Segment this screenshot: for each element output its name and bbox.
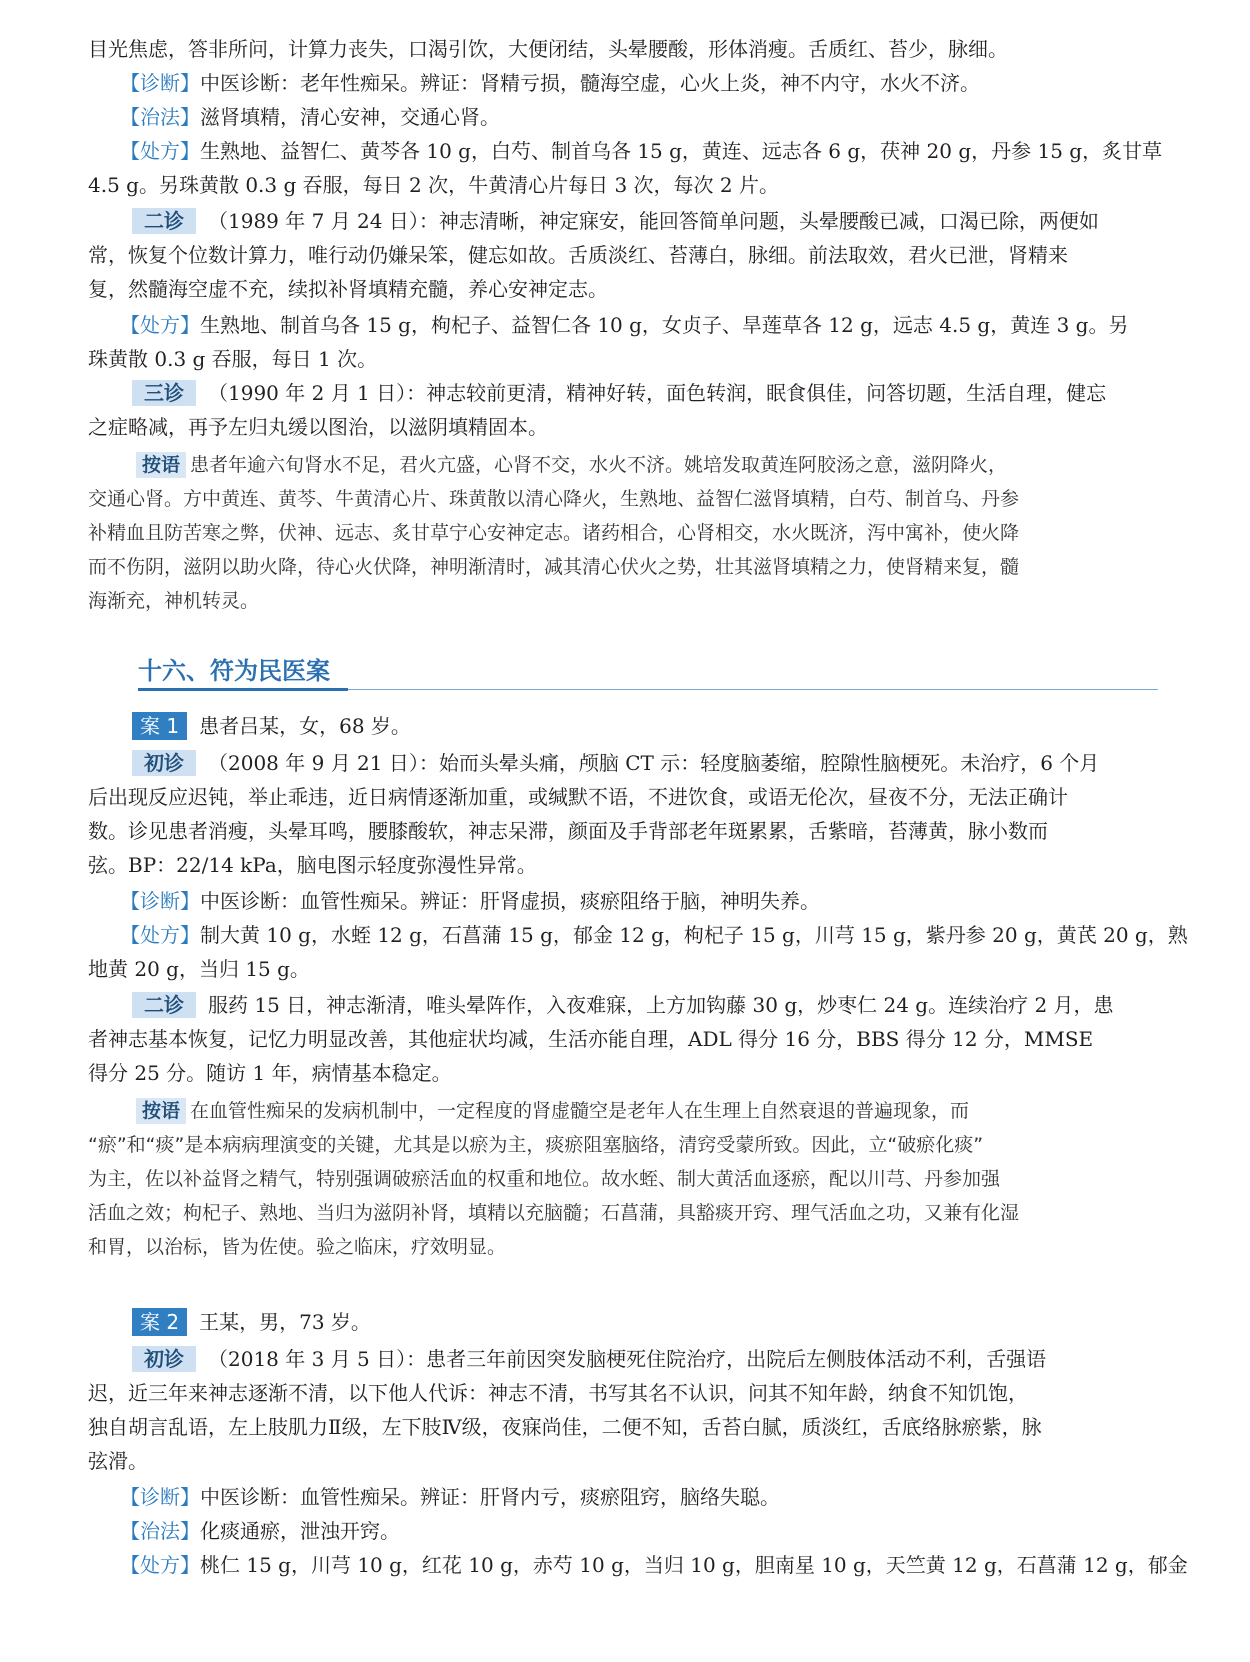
commentary-line [136, 452, 1007, 478]
paragraph-text: 者神志基本恢复，记忆力明显改善，其他症状均减，生活亦能自理，ADL 得分 16 分，BBS 得分 12 分，MMSE [88, 1027, 1094, 1051]
case-line [132, 712, 411, 740]
diagnosis-label: 【诊断】 [120, 889, 200, 913]
text-line [88, 276, 608, 302]
commentary-text: 和胃，以治标，皆为佐使。验之临床，疗效明显。 [88, 1236, 507, 1258]
case-text: 患者吕某，女，68 岁。 [199, 714, 411, 738]
first-visit-line [132, 750, 1099, 776]
followup-line [132, 208, 1099, 234]
prescription-text: 珠黄散 0.3 g 吞服，每日 1 次。 [88, 347, 378, 371]
commentary-text: 海渐充，神机转灵。 [88, 590, 260, 612]
treatment-label: 【治法】 [120, 1519, 200, 1543]
treatment-line [120, 1518, 400, 1544]
commentary-text: 活血之效；枸杞子、熟地、当归为滋阴补肾，填精以充脑髓；石菖蒲，具豁痰开窍、理气活血之功，又兼有化湿 [88, 1202, 1020, 1224]
commentary-line [136, 1098, 969, 1124]
case-text: 王某，男，73 岁。 [199, 1310, 371, 1334]
text-line [88, 784, 1068, 810]
commentary-line [88, 554, 1019, 580]
commentary-line [88, 1234, 506, 1260]
diagnosis-label: 【诊断】 [120, 1485, 200, 1509]
text-line [88, 242, 1068, 268]
text-line [88, 414, 548, 440]
paragraph-text: 弦滑。 [88, 1449, 148, 1473]
diagnosis-text: 中医诊断：血管性痴呆。辨证：肝肾虚损，痰瘀阻络于脑，神明失养。 [200, 889, 820, 913]
prescription-text: 地黄 20 g，当归 15 g。 [88, 957, 310, 981]
text-line [88, 1060, 452, 1086]
text-line [88, 1414, 1042, 1440]
section-heading: 十六、符为民医案 [138, 657, 330, 685]
followup-text: 服药 15 日，神志渐清，唯头晕阵作，入夜难寐，上方加钩藤 30 g，炒枣仁 24 g。连续治疗 2 月，患 [208, 993, 1114, 1017]
commentary-line [88, 1132, 983, 1158]
commentary-tag: 按语 [136, 452, 186, 478]
paragraph-text: 复，然髓海空虚不充，续拟补肾填精充髓，养心安神定志。 [88, 277, 608, 301]
treatment-text: 滋肾填精，清心安神，交通心肾。 [200, 105, 500, 129]
commentary-text: 交通心肾。方中黄连、黄芩、牛黄清心片、珠黄散以清心降火，生熟地、益智仁滋肾填精，白芍、制首乌、丹参 [88, 488, 1020, 510]
text-line [88, 1448, 148, 1474]
followup-line [132, 992, 1114, 1018]
prescription-text: 制大黄 10 g，水蛭 12 g，石菖蒲 15 g，郁金 12 g，枸杞子 15 g，川芎 15 g，紫丹参 20 g，黄芪 20 g，熟 [200, 923, 1188, 947]
commentary-text: 为主，佐以补益肾之精气，特别强调破瘀活血的权重和地位。故水蛭、制大黄活血逐瘀，配以川芎、丹参加强 [88, 1168, 1001, 1190]
prescription-label: 【处方】 [120, 923, 200, 947]
diagnosis-text: 中医诊断：老年性痴呆。辨证：肾精亏损，髓海空虚，心火上炎，神不内守，水火不济。 [200, 71, 980, 95]
prescription-label: 【处方】 [120, 1553, 200, 1577]
treatment-line [120, 104, 500, 130]
diagnosis-line [120, 70, 980, 96]
prescription-line [120, 138, 1162, 164]
commentary-text: 补精血且防苦寒之弊，伏神、远志、炙甘草宁心安神定志。诸药相合，心肾相交，水火既济，泻中寓补，使火降 [88, 522, 1020, 544]
text-line [88, 818, 1048, 844]
first-visit-tag: 初诊 [132, 750, 196, 776]
followup-line [132, 380, 1106, 406]
prescription-label: 【处方】 [120, 139, 200, 163]
treatment-text: 化痰通瘀，泄浊开窍。 [200, 1519, 400, 1543]
paragraph-text: 得分 25 分。随访 1 年，病情基本稳定。 [88, 1061, 452, 1085]
prescription-text: 桃仁 15 g，川芎 10 g，红花 10 g，赤芍 10 g，当归 10 g，胆南星 10 g，天竺黄 12 g，石菖蒲 12 g，郁金 [200, 1553, 1188, 1577]
commentary-tag: 按语 [136, 1098, 186, 1124]
paragraph-text: 目光焦虑，答非所问，计算力丧失，口渴引饮，大便闭结，头晕腰酸，形体消瘦。舌质红、苔少，脉细。 [88, 37, 1008, 61]
prescription-text: 生熟地、益智仁、黄芩各 10 g，白芍、制首乌各 15 g，黄连、远志各 6 g，茯神 20 g，丹参 15 g，炙甘草 [200, 139, 1163, 163]
paragraph-text: 之症略减，再予左归丸缓以图治，以滋阴填精固本。 [88, 415, 548, 439]
diagnosis-line [120, 1484, 780, 1510]
followup-text: （1989 年 7 月 24 日）：神志清晰，神定寐安，能回答简单问题，头晕腰酸已减，口渴已除，两便如 [208, 209, 1099, 233]
diagnosis-label: 【诊断】 [120, 71, 200, 95]
commentary-text: 患者年逾六旬肾水不足，君火亢盛，心肾不交，水火不济。姚培发取黄连阿胶汤之意，滋阴降火， [190, 454, 1008, 476]
second-visit-tag: 二诊 [132, 208, 196, 234]
first-visit-text: （2018 年 3 月 5 日）：患者三年前因突发脑梗死住院治疗，出院后左侧肢体活动不利，舌强语 [208, 1347, 1047, 1371]
section-divider-accent [138, 688, 348, 691]
first-visit-text: （2008 年 9 月 21 日）：始而头晕头痛，颅脑 CT 示：轻度脑萎缩，腔隙性脑梗死。未治疗，6 个月 [208, 751, 1100, 775]
prescription-line [120, 312, 1128, 338]
case-tag: 案 2 [132, 1308, 187, 1336]
first-visit-line [132, 1346, 1046, 1372]
prescription-line [120, 922, 1188, 948]
text-line [88, 346, 377, 372]
commentary-text: 而不伤阴，滋阴以助火降，待心火伏降，神明渐清时，减其清心伏火之势，壮其滋肾填精之力，使肾精来复，髓 [88, 556, 1020, 578]
commentary-text: “瘀”和“痰”是本病病理演变的关键，尤其是以瘀为主，痰瘀阻塞脑络，清窍受蒙所致。因此，立“破瘀化痰” [88, 1134, 984, 1156]
prescription-text: 4.5 g。另珠黄散 0.3 g 吞服，每日 2 次，牛黄清心片每日 3 次，每次 2 片。 [88, 173, 779, 197]
followup-text: （1990 年 2 月 1 日）：神志较前更清，精神好转，面色转润，眠食俱佳，问答切题，生活自理，健忘 [208, 381, 1107, 405]
paragraph-text: 数。诊见患者消瘦，头晕耳鸣，腰膝酸软，神志呆滞，颜面及手背部老年斑累累，舌紫暗，苔薄黄，脉小数而 [88, 819, 1048, 843]
commentary-text: 在血管性痴呆的发病机制中，一定程度的肾虚髓空是老年人在生理上自然衰退的普遍现象，而 [190, 1100, 970, 1122]
commentary-line [88, 1200, 1019, 1226]
prescription-text: 生熟地、制首乌各 15 g，枸杞子、益智仁各 10 g，女贞子、旱莲草各 12 g，远志 4.5 g，黄连 3 g。另 [200, 313, 1129, 337]
prescription-line [120, 1552, 1188, 1578]
commentary-line [88, 1166, 1000, 1192]
prescription-label: 【处方】 [120, 313, 200, 337]
second-visit-tag: 二诊 [132, 992, 196, 1018]
case-tag: 案 1 [132, 712, 187, 740]
treatment-label: 【治法】 [120, 105, 200, 129]
commentary-line [88, 588, 259, 614]
third-visit-tag: 三诊 [132, 380, 196, 406]
text-line [88, 956, 310, 982]
diagnosis-text: 中医诊断：血管性痴呆。辨证：肝肾内亏，痰瘀阻窍，脑络失聪。 [200, 1485, 780, 1509]
diagnosis-line [120, 888, 820, 914]
commentary-line [88, 486, 1019, 512]
paragraph-text: 常，恢复个位数计算力，唯行动仍嫌呆笨，健忘如故。舌质淡红、苔薄白，脉细。前法取效，君火已泄，肾精来 [88, 243, 1068, 267]
paragraph-text: 弦。BP：22/14 kPa，脑电图示轻度弥漫性异常。 [88, 853, 537, 877]
text-line [88, 172, 779, 198]
text-line [88, 852, 537, 878]
text-line [88, 1026, 1093, 1052]
text-line [88, 1380, 1028, 1406]
text-line [88, 36, 1008, 62]
case-line [132, 1308, 371, 1336]
paragraph-text: 后出现反应迟钝，举止乖违，近日病情逐渐加重，或缄默不语，不进饮食，或语无伦次，昼夜不分，无法正确计 [88, 785, 1068, 809]
first-visit-tag: 初诊 [132, 1346, 196, 1372]
paragraph-text: 独自胡言乱语，左上肢肌力Ⅱ级，左下肢Ⅳ级，夜寐尚佳，二便不知，舌苔白腻，质淡红，舌底络脉瘀紫，脉 [88, 1415, 1042, 1439]
paragraph-text: 迟，近三年来神志逐渐不清，以下他人代诉：神志不清，书写其名不认识，问其不知年龄，纳食不知饥饱， [88, 1381, 1028, 1405]
commentary-line [88, 520, 1019, 546]
